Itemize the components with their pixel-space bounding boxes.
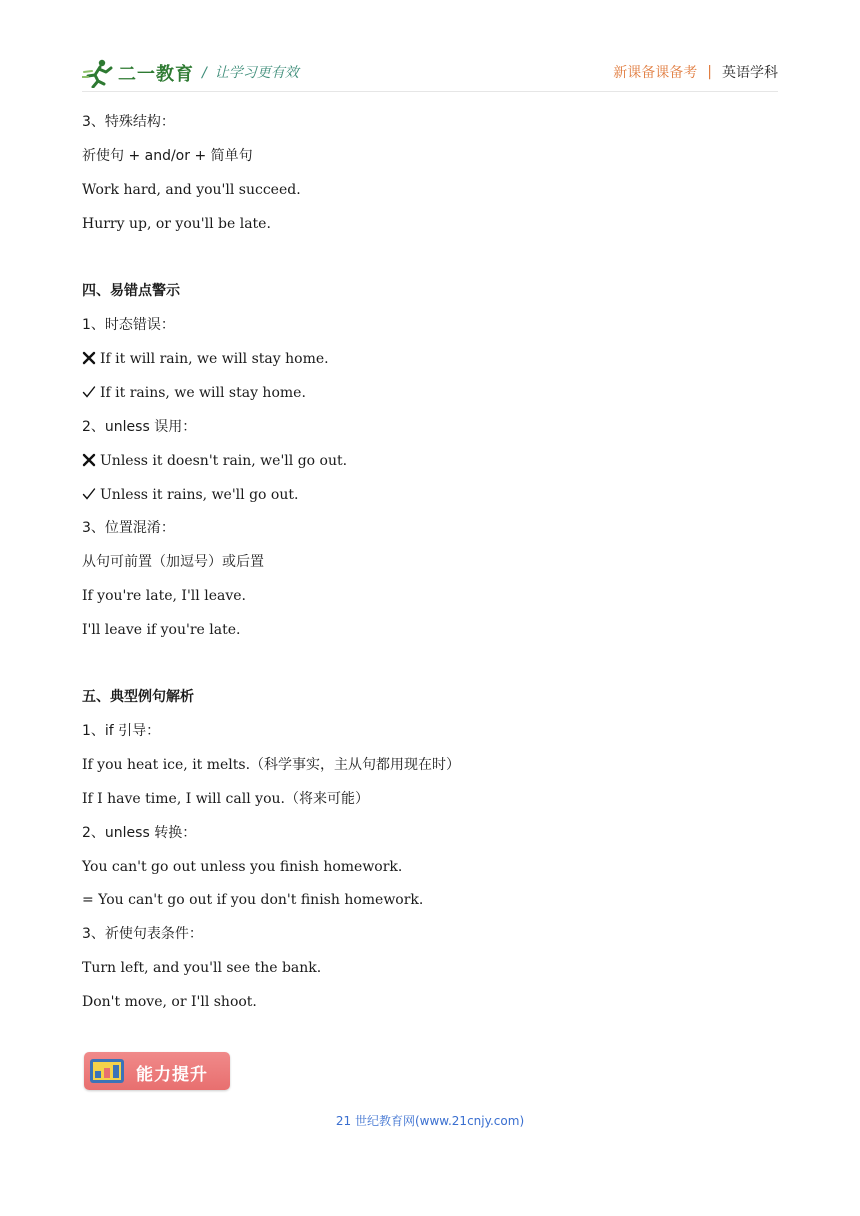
check-mark-icon (82, 487, 96, 501)
ability-banner (84, 1052, 230, 1090)
line-text: I'll leave if you're late. (82, 622, 241, 638)
text-line (82, 215, 271, 233)
section-heading (82, 282, 180, 300)
page-footer: 21 世纪教育网(www.21cnjy.com) (335, 1114, 525, 1128)
text-line (82, 587, 246, 605)
series-label: 新课备课备考 (613, 65, 698, 81)
line-text: If it rains, we will stay home. (100, 385, 306, 401)
line-text: If you're late, I'll leave. (82, 588, 246, 604)
text-line (82, 993, 257, 1011)
line-text: Don't move, or I'll shoot. (82, 994, 257, 1010)
line-text: = You can't go out if you don't finish homework. (82, 892, 424, 908)
slash-divider-icon: / (202, 65, 207, 81)
text-line (82, 350, 329, 368)
text-line (82, 147, 253, 165)
line-text: If it will rain, we will stay home. (100, 351, 329, 367)
text-line (82, 925, 203, 943)
vertical-divider-icon: | (707, 64, 712, 80)
logo (82, 58, 194, 88)
line-text: 1、时态错误： (82, 317, 175, 333)
slogan (202, 62, 299, 82)
line-text: Unless it rains, we'll go out. (100, 487, 299, 503)
text-line (82, 181, 301, 199)
text-line (82, 722, 160, 740)
text-line (82, 486, 298, 504)
line-text: 2、unless 误用： (82, 419, 197, 435)
text-line (82, 858, 402, 876)
line-text: 3、祈使句表条件： (82, 926, 203, 942)
line-text: Turn left, and you'll see the bank. (82, 960, 322, 976)
line-text: 五、典型例句解析 (82, 689, 194, 705)
line-text: 2、unless 转换： (82, 825, 197, 841)
check-mark-icon (82, 385, 96, 399)
text-line (82, 790, 369, 808)
line-text: 从句可前置（加逗号）或后置 (82, 554, 264, 570)
ability-banner-icon (90, 1059, 124, 1083)
line-text: 3、位置混淆： (82, 520, 175, 536)
page-header (82, 56, 778, 90)
section-heading (82, 688, 194, 706)
logo-text: 二一教育 (118, 64, 194, 85)
line-text: Work hard, and you'll succeed. (82, 182, 301, 198)
text-line (82, 519, 175, 537)
cross-mark-icon (82, 351, 96, 365)
text-line (82, 316, 175, 334)
text-line (82, 621, 240, 639)
text-line (82, 756, 460, 774)
line-text: 祈使句 + and/or + 简单句 (82, 148, 253, 164)
line-text: 3、特殊结构： (82, 114, 175, 130)
slogan-text: 让学习更有效 (214, 65, 299, 81)
text-line (82, 824, 196, 842)
runner-logo-icon (82, 58, 116, 88)
ability-banner-label: 能力提升 (136, 1065, 208, 1085)
line-text: Hurry up, or you'll be late. (82, 216, 271, 232)
text-line (82, 418, 196, 436)
line-text: 1、if 引导： (82, 723, 161, 739)
line-text: You can't go out unless you finish homework. (82, 859, 403, 875)
header-right (613, 62, 778, 82)
cross-mark-icon (82, 453, 96, 467)
line-text: 四、易错点警示 (82, 283, 180, 299)
text-line (82, 113, 175, 131)
text-line (82, 959, 321, 977)
text-line (82, 452, 347, 470)
line-text: If I have time, I will call you.（将来可能） (82, 791, 369, 807)
header-divider (82, 91, 778, 92)
text-line (82, 553, 264, 571)
text-line (82, 384, 306, 402)
subject-label: 英语学科 (722, 65, 778, 81)
line-text: Unless it doesn't rain, we'll go out. (100, 453, 348, 469)
text-line (82, 891, 423, 909)
line-text: If you heat ice, it melts.（科学事实，主从句都用现在时） (82, 757, 461, 773)
